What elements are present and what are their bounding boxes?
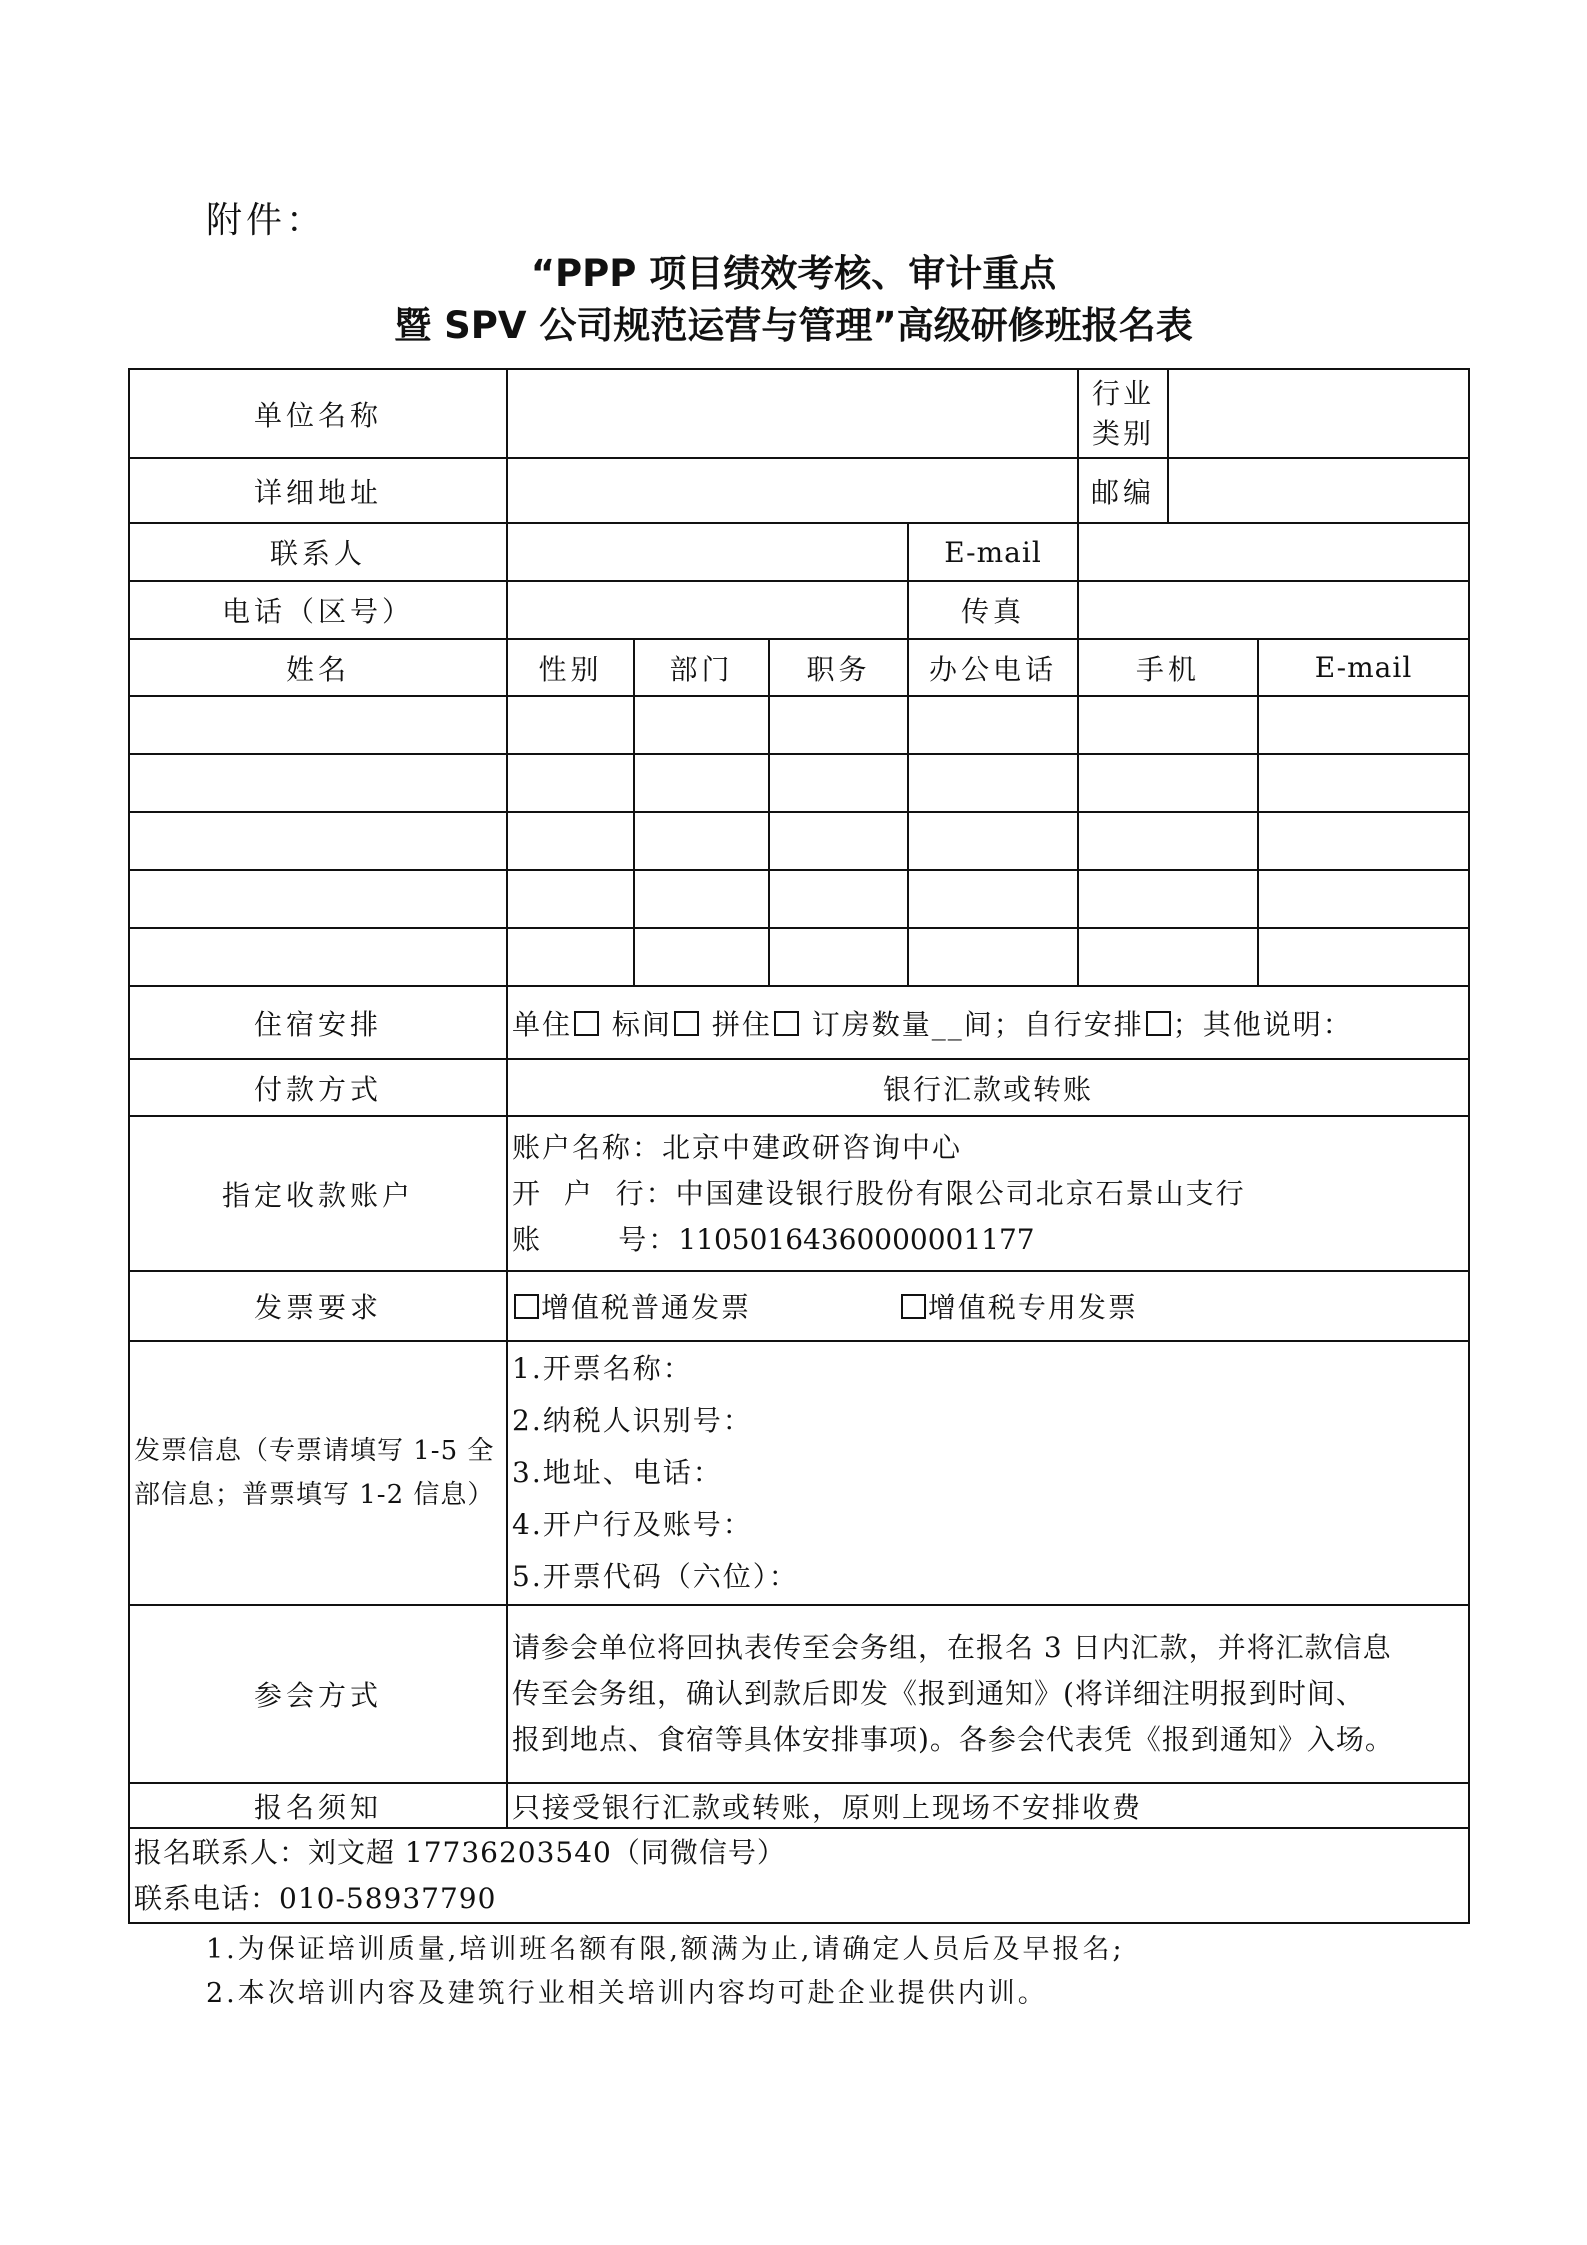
lodging-self-arrange-checkbox[interactable] [1146, 1011, 1171, 1036]
invoice-normal-checkbox[interactable] [514, 1294, 539, 1319]
attend-method-line-1: 请参会单位将回执表传至会务组，在报名 3 日内汇款，并将汇款信息 [512, 1631, 1392, 1664]
contact-email-input[interactable] [1078, 523, 1469, 581]
lodging-share-checkbox[interactable] [774, 1011, 799, 1036]
attendee-office-phone-input[interactable] [908, 928, 1078, 986]
attendee-header-gender: 性别 [507, 639, 634, 696]
address-label: 详细地址 [129, 458, 507, 523]
invoice-info-item-5: 5.开票代码（六位）： [512, 1560, 799, 1593]
invoice-info-items [507, 1341, 1469, 1605]
industry-label-line-2: 类别 [1091, 416, 1154, 450]
attendee-gender-input[interactable] [507, 696, 634, 754]
attendee-row [129, 870, 1469, 928]
lodging-standard-checkbox[interactable] [674, 1011, 699, 1036]
invoice-requirement-options [507, 1271, 1469, 1341]
lodging-rooms-label: 订房数量__间；自行安排 [811, 1007, 1144, 1041]
invoice-normal-label: 增值税普通发票 [541, 1291, 752, 1324]
account-details [507, 1116, 1469, 1271]
attendee-mobile-email-input[interactable] [1078, 870, 1469, 928]
phone-input[interactable] [507, 581, 908, 639]
lodging-label: 住宿安排 [129, 986, 507, 1059]
attendee-gender-input[interactable] [507, 870, 634, 928]
attendee-mobile-email-input[interactable] [1078, 928, 1469, 986]
contact-person-label: 联系人 [129, 523, 507, 581]
attend-method-line-2: 传至会务组，确认到款后即发《报到通知》(将详细注明报到时间、 [512, 1677, 1365, 1710]
attendee-name-input[interactable] [129, 870, 507, 928]
attendee-header-mobile: 手机 [1135, 652, 1200, 686]
attendee-header-email: E-mail [1314, 651, 1413, 684]
attendee-row [129, 696, 1469, 754]
attendee-name-input[interactable] [129, 696, 507, 754]
industry-label-line-1: 行业 [1091, 376, 1154, 410]
registration-contact-line-1: 报名联系人：刘文超 17736203540（同微信号） [134, 1835, 786, 1869]
attendee-header-position: 职务 [769, 639, 908, 696]
form-title-line-2: 暨 SPV 公司规范运营与管理”高级研修班报名表 [394, 304, 1193, 347]
attendee-row [129, 754, 1469, 812]
lodging-single-checkbox[interactable] [574, 1011, 599, 1036]
account-number: 11050164360000001177 [678, 1222, 1035, 1256]
attendee-row [129, 812, 1469, 870]
attendee-department-input[interactable] [634, 696, 769, 754]
attend-method-text [507, 1605, 1469, 1783]
registration-form [128, 368, 1470, 1924]
attendee-header-office-phone: 办公电话 [908, 639, 1078, 696]
fax-input[interactable] [1078, 581, 1469, 639]
invoice-info-item-3: 3.地址、电话： [512, 1456, 723, 1489]
lodging-standard-label: 标间 [611, 1007, 672, 1041]
payment-value: 银行汇款或转账 [507, 1059, 1469, 1116]
attendee-position-input[interactable] [769, 812, 908, 870]
lodging-other-label: ；其他说明： [1172, 1007, 1353, 1041]
attendee-position-input[interactable] [769, 928, 908, 986]
attendee-gender-input[interactable] [507, 754, 634, 812]
invoice-info-item-1: 1.开票名称： [512, 1352, 693, 1385]
registration-notice-label: 报名须知 [129, 1783, 507, 1828]
invoice-info-item-2: 2.纳税人识别号： [512, 1404, 753, 1437]
industry-label [1078, 369, 1168, 458]
attendee-office-phone-input[interactable] [908, 812, 1078, 870]
attendee-header-department: 部门 [634, 639, 769, 696]
form-title-line-1: “PPP 项目绩效考核、审计重点 [530, 252, 1057, 295]
attendee-department-input[interactable] [634, 928, 769, 986]
invoice-special-checkbox[interactable] [901, 1294, 926, 1319]
attend-method-label: 参会方式 [129, 1605, 507, 1783]
attendee-gender-input[interactable] [507, 812, 634, 870]
attendee-header-mobile-email [1078, 639, 1469, 696]
invoice-info-item-4: 4.开户行及账号： [512, 1508, 753, 1541]
org-name-input[interactable] [507, 369, 1078, 458]
attendee-header-name: 姓名 [129, 639, 507, 696]
registration-contact [129, 1828, 1469, 1923]
attendee-gender-input[interactable] [507, 928, 634, 986]
invoice-special-label: 增值税专用发票 [927, 1291, 1138, 1324]
registration-notice-value: 只接受银行汇款或转账，原则上现场不安排收费 [507, 1783, 1469, 1828]
payment-label: 付款方式 [129, 1059, 507, 1116]
account-name-line: 账户名称：北京中建政研咨询中心 [512, 1130, 963, 1164]
attendee-mobile-email-input[interactable] [1078, 812, 1469, 870]
phone-label: 电话（区号） [129, 581, 507, 639]
attendee-department-input[interactable] [634, 870, 769, 928]
postcode-input[interactable] [1168, 458, 1469, 523]
attendee-name-input[interactable] [129, 812, 507, 870]
attendee-row [129, 928, 1469, 986]
attendee-position-input[interactable] [769, 696, 908, 754]
contact-person-input[interactable] [507, 523, 908, 581]
contact-email-label: E-mail [908, 523, 1078, 581]
attend-method-line-3: 报到地点、食宿等具体安排事项)。各参会代表凭《报到通知》入场。 [512, 1723, 1394, 1756]
attachment-label: 附件： [206, 200, 327, 241]
attendee-department-input[interactable] [634, 754, 769, 812]
attendee-office-phone-input[interactable] [908, 870, 1078, 928]
attendee-mobile-email-input[interactable] [1078, 696, 1469, 754]
attendee-office-phone-input[interactable] [908, 754, 1078, 812]
footer-note-1: 1.为保证培训质量,培训班名额有限,额满为止,请确定人员后及早报名; [206, 1934, 1125, 1965]
attendee-mobile-email-input[interactable] [1078, 754, 1469, 812]
postcode-label: 邮编 [1078, 458, 1168, 523]
account-label: 指定收款账户 [129, 1116, 507, 1271]
industry-input[interactable] [1168, 369, 1469, 458]
lodging-options [507, 986, 1469, 1059]
invoice-requirement-label: 发票要求 [129, 1271, 507, 1341]
attendee-position-input[interactable] [769, 754, 908, 812]
attendee-position-input[interactable] [769, 870, 908, 928]
footer-notes [206, 1928, 1125, 2016]
fax-label: 传真 [908, 581, 1078, 639]
lodging-share-label: 拼住 [711, 1007, 772, 1041]
account-number-prefix: 账 号： [512, 1222, 679, 1256]
attendee-name-input[interactable] [129, 754, 507, 812]
account-bank-line: 开 户 行：中国建设银行股份有限公司北京石景山支行 [512, 1176, 1246, 1210]
lodging-single-label: 单住 [512, 1007, 573, 1041]
footer-note-2: 2.本次培训内容及建筑行业相关培训内容均可赴企业提供内训。 [206, 1978, 1048, 2009]
org-name-label: 单位名称 [129, 369, 507, 458]
address-input[interactable] [507, 458, 1078, 523]
attendee-office-phone-input[interactable] [908, 696, 1078, 754]
attendee-department-input[interactable] [634, 812, 769, 870]
attendee-name-input[interactable] [129, 928, 507, 986]
registration-contact-line-2: 联系电话：010-58937790 [134, 1881, 497, 1915]
invoice-info-label: 发票信息（专票请填写 1-5 全部信息；普票填写 1-2 信息） [129, 1341, 507, 1605]
